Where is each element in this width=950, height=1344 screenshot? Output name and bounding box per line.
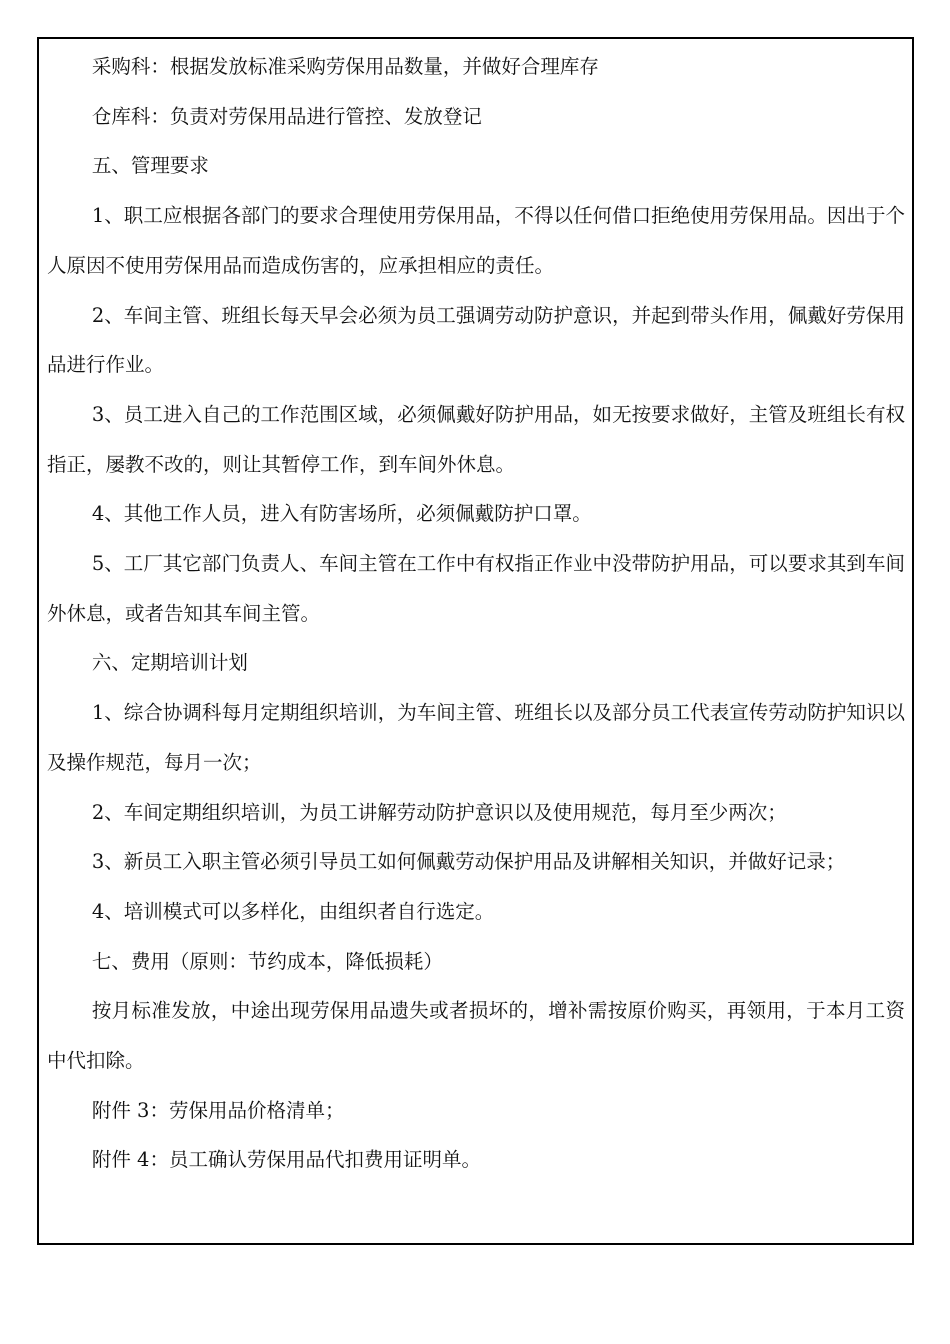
paragraph-management-3: 3、员工进入自己的工作范围区域，必须佩戴好防护用品，如无按要求做好，主管及班组长有权指正，屡教不改的，则让其暂停工作，到车间外休息。 (47, 402, 905, 476)
attachment-3: 附件 3：劳保用品价格清单； (91, 1098, 345, 1122)
section-heading-cost: 七、费用（原则：节约成本，降低损耗） (91, 949, 443, 973)
section-heading-training: 六、定期培训计划 (91, 651, 248, 675)
paragraph-cost: 按月标准发放，中途出现劳保用品遗失或者损坏的，增补需按原价购买，再领用，于本月工资中代扣除。 (47, 999, 905, 1073)
section-heading-management: 五、管理要求 (91, 154, 209, 178)
paragraph-management-1: 1、职工应根据各部门的要求合理使用劳保用品，不得以任何借口拒绝使用劳保用品。因出于个人原因不使用劳保用品而造成伤害的，应承担相应的责任。 (47, 204, 905, 277)
paragraph-procurement: 采购科：根据发放标准采购劳保用品数量，并做好合理库存 (91, 55, 599, 78)
attachment-4: 附件 4：员工确认劳保用品代扣费用证明单。 (91, 1148, 481, 1172)
paragraph-training-4: 4、培训模式可以多样化，由组织者自行选定。 (91, 899, 495, 923)
paragraph-management-5: 5、工厂其它部门负责人、车间主管在工作中有权指正作业中没带防护用品，可以要求其到车间外休息，或者告知其车间主管。 (47, 552, 905, 625)
paragraph-management-4: 4、其他工作人员，进入有防害场所，必须佩戴防护口罩。 (91, 502, 592, 526)
paragraph-management-2: 2、车间主管、班组长每天早会必须为员工强调劳动防护意识，并起到带头作用，佩戴好劳保用品进行作业。 (47, 303, 905, 377)
paragraph-training-3: 3、新员工入职主管必须引导员工如何佩戴劳动保护用品及讲解相关知识，并做好记录； (91, 850, 846, 874)
paragraph-training-2: 2、车间定期组织培训，为员工讲解劳动防护意识以及使用规范，每月至少两次； (91, 800, 787, 824)
document-body (47, 42, 905, 1185)
paragraph-warehouse: 仓库科：负责对劳保用品进行管控、发放登记 (91, 104, 482, 128)
paragraph-training-1: 1、综合协调科每月定期组织培训，为车间主管、班组长以及部分员工代表宣传劳动防护知识以及操作规范，每月一次； (47, 701, 905, 774)
